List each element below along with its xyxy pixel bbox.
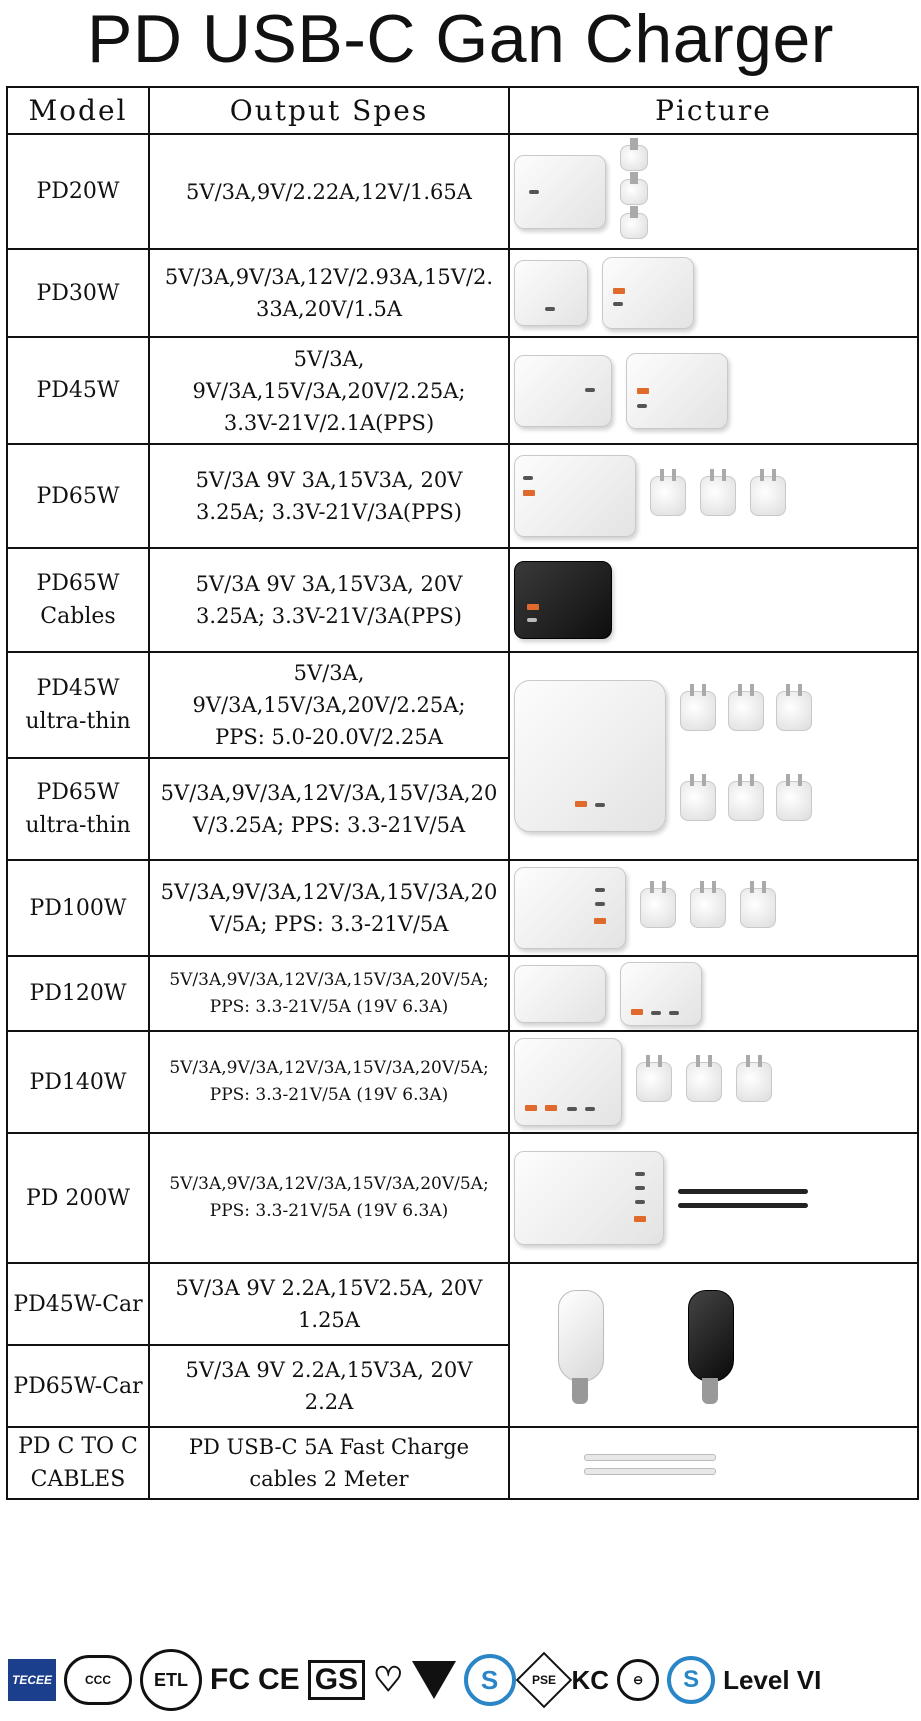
gs-logo: GS [308,1660,365,1700]
spec-cell: 5V/3A,9V/3A,12V/3A,15V/3A,20V/5A; PPS: 3.3-21V/5A (19V 6.3A) [149,1031,509,1133]
heart-mark-icon: ♡ [373,1661,404,1699]
table-row [7,652,918,758]
model-cell: PD120W [7,956,149,1031]
s-mark-logo: S [464,1654,516,1706]
car-charger-icon [674,1280,744,1410]
model-cell: PD65W Cables [7,548,149,652]
car-charger-icon [544,1280,614,1410]
white-charger-icon [514,260,588,326]
spec-cell: 5V/3A,9V/3A,12V/3A,15V/3A,20V/5A; PPS: 3.3-21V/5A (19V 6.3A) [149,1133,509,1263]
white-charger-icon [514,155,606,229]
white-charger-icon [620,962,702,1026]
spec-cell: 5V/3A 9V 3A,15V3A, 20V 3.25A; 3.3V-21V/3A(PPS) [149,444,509,548]
plug-adapter-icon [680,781,716,821]
picture-cell [509,1031,918,1133]
table-row [7,1133,918,1263]
certification-logos [0,1642,921,1718]
picture-cell [509,134,918,249]
pse-label: PSE [531,1672,556,1687]
plug-adapter-icon [680,691,716,731]
plug-adapter-icon [690,888,726,928]
model-cell: PD65W [7,444,149,548]
picture-cell [509,652,918,860]
picture-cell [509,1263,918,1427]
white-charger-icon [514,867,626,949]
table-row [7,134,918,249]
picture-cell [509,249,918,337]
table-row [7,1427,918,1499]
level-vi-label: Level VI [723,1664,822,1695]
table-row [7,860,918,956]
eac-mark-icon: ⊖ [617,1659,659,1701]
saso-logo: S [667,1656,715,1704]
white-charger-icon [602,257,694,329]
model-cell: PD30W [7,249,149,337]
plug-adapter-icon [620,213,648,239]
picture-cell [509,337,918,444]
picture-cell [509,1133,918,1263]
spec-cell: 5V/3A 9V 2.2A,15V3A, 20V 2.2A [149,1345,509,1427]
model-cell: PD45W ultra-thin [7,652,149,758]
plug-adapter-icon [728,691,764,731]
plug-adapter-icon [686,1062,722,1102]
white-charger-icon [514,965,606,1023]
spec-cell: 5V/3A,9V/3A,12V/3A,15V/3A,20 V/3.25A; PPS: 3.3-21V/5A [149,758,509,860]
model-cell: PD140W [7,1031,149,1133]
picture-cell [509,860,918,956]
model-cell: PD65W ultra-thin [7,758,149,860]
white-charger-icon [626,353,728,429]
model-cell: PD45W [7,337,149,444]
etl-logo: ETL [140,1649,202,1711]
table-row [7,1031,918,1133]
spec-cell: 5V/3A,9V/2.22A,12V/1.65A [149,134,509,249]
kc-logo: KC [571,1664,610,1695]
table-row [7,1263,918,1345]
spec-cell: 5V/3A 9V 3A,15V3A, 20V 3.25A; 3.3V-21V/3A(PPS) [149,548,509,652]
table-row [7,249,918,337]
fc-logo: FC [210,1663,250,1696]
picture-cell [509,548,918,652]
spec-cell: 5V/3A,9V/3A,12V/2.93A,15V/2. 33A,20V/1.5A [149,249,509,337]
model-cell: PD20W [7,134,149,249]
black-charger-icon [514,561,612,639]
table-row [7,337,918,444]
model-cell: PD 200W [7,1133,149,1263]
plug-adapter-icon [700,476,736,516]
spec-cell: PD USB-C 5A Fast Charge cables 2 Meter [149,1427,509,1499]
model-cell: PD65W-Car [7,1345,149,1427]
plug-adapter-icon [650,476,686,516]
spec-cell: 5V/3A, 9V/3A,15V/3A,20V/2.25A; 3.3V-21V/2.1A(PPS) [149,337,509,444]
plug-adapter-icon [736,1062,772,1102]
plug-adapter-icon [620,145,648,171]
white-charger-icon [514,680,666,832]
white-charger-icon [514,1038,622,1126]
spec-cell: 5V/3A,9V/3A,12V/3A,15V/3A,20 V/5A; PPS: 3.3-21V/5A [149,860,509,956]
model-cell: PD45W-Car [7,1263,149,1345]
plug-adapter-icon [776,781,812,821]
spec-table [6,86,919,1500]
table-header-row [7,87,918,134]
spec-cell: 5V/3A, 9V/3A,15V/3A,20V/2.25A; PPS: 5.0-20.0V/2.25A [149,652,509,758]
plug-adapter-icon [636,1062,672,1102]
picture-cell [509,1427,918,1499]
pse-logo [515,1652,572,1709]
power-cable-icon [678,1181,808,1215]
header-output-spec: Output Spes [149,87,509,134]
tecee-logo: TECEE [8,1659,56,1701]
plug-adapter-icon [740,888,776,928]
usb-c-cable-icon [584,1446,714,1480]
page-title: PD USB-C Gan Charger [87,1,834,77]
spec-cell: 5V/3A 9V 2.2A,15V2.5A, 20V 1.25A [149,1263,509,1345]
plug-adapter-icon [620,179,648,205]
plug-adapter-icon [640,888,676,928]
plug-adapter-icon [750,476,786,516]
white-charger-icon [514,1151,664,1245]
picture-cell [509,444,918,548]
white-charger-icon [514,355,612,427]
model-cell: PD C TO C CABLES [7,1427,149,1499]
plug-adapter-icon [776,691,812,731]
header-model: Model [7,87,149,134]
picture-cell [509,956,918,1031]
white-charger-icon [514,455,636,537]
header-picture: Picture [509,87,918,134]
table-row [7,548,918,652]
ce-logo: CE [258,1663,300,1696]
spec-cell: 5V/3A,9V/3A,12V/3A,15V/3A,20V/5A; PPS: 3.3-21V/5A (19V 6.3A) [149,956,509,1031]
ccc-logo: CCC [64,1655,132,1705]
model-cell: PD100W [7,860,149,956]
table-row [7,444,918,548]
plug-adapter-icon [728,781,764,821]
table-row [7,956,918,1031]
triangle-mark-icon [412,1661,456,1699]
